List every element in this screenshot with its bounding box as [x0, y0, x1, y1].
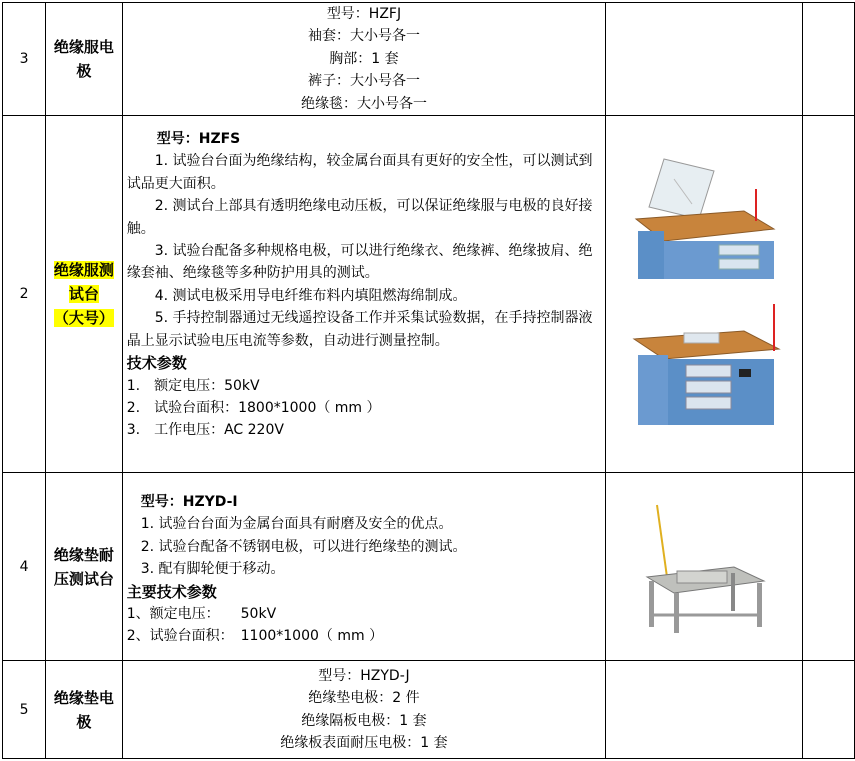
param-line: 2、试验台面积： 1100*1000（ mm ）	[126, 628, 384, 645]
image-cell	[606, 473, 803, 661]
extra-cell	[803, 661, 855, 759]
test-bench-open-image	[624, 149, 784, 289]
feature-item: 2. 测试台上部具有透明绝缘电动压板，可以保证绝缘服与电极的良好接触。	[126, 198, 593, 237]
row-number: 2	[3, 116, 46, 473]
params-title: 技术参数	[126, 354, 187, 373]
item-name-line: 绝缘垫耐	[53, 545, 114, 564]
feature-item: 3. 试验台配备多种规格电极，可以进行绝缘衣、绝缘裤、绝缘披肩、绝缘套袖、绝缘毯等多种防护用具的测试。	[126, 243, 593, 282]
image-cell	[606, 661, 803, 759]
model-line: 型号：HZYD-I	[140, 494, 238, 511]
item-name-line: （大号）	[53, 309, 114, 328]
item-name-line: 试台	[68, 285, 99, 304]
item-description	[122, 473, 605, 661]
spec-line: 绝缘毯：大小号各一	[300, 95, 427, 112]
params-title: 主要技术参数	[126, 582, 217, 601]
item-description	[122, 3, 605, 116]
item-name	[46, 473, 123, 661]
row-number: 3	[3, 3, 46, 116]
model-line: 型号：HZFS	[156, 131, 241, 148]
spec-line: 裤子：大小号各一	[307, 73, 420, 90]
table-row	[3, 661, 855, 759]
spec-line: 胸部：1 套	[329, 50, 399, 67]
item-name	[46, 3, 123, 116]
item-description	[122, 116, 605, 473]
table-row	[3, 116, 855, 473]
row-number: 5	[3, 661, 46, 759]
spec-line: 绝缘板表面耐压电极：1 套	[280, 734, 448, 751]
extra-cell	[803, 116, 855, 473]
spec-line: 绝缘垫电极：2 件	[308, 690, 420, 707]
feature-item: 1. 试验台台面为绝缘结构，较金属台面具有更好的安全性，可以测试到试品更大面积。	[126, 153, 593, 192]
item-name-line: 绝缘服测	[53, 261, 114, 280]
feature-item: 2. 试验台配备不锈钢电极，可以进行绝缘垫的测试。	[140, 538, 467, 555]
item-name	[46, 116, 123, 473]
spec-line: 袖套：大小号各一	[307, 28, 420, 45]
feature-item: 1. 试验台台面为金属台面具有耐磨及安全的优点。	[140, 516, 453, 533]
model-line: 型号：HZFJ	[326, 6, 402, 22]
model-line: 型号：HZYD-J	[318, 667, 410, 684]
extra-cell	[803, 473, 855, 661]
image-cell	[606, 116, 803, 473]
equipment-table	[2, 2, 855, 759]
test-bench-closed-image	[624, 299, 784, 439]
feature-item: 4. 测试电极采用导电纤维布料内填阻燃海绵制成。	[154, 287, 467, 304]
param-line: 3. 工作电压：AC 220V	[126, 422, 284, 439]
extra-cell	[803, 3, 855, 116]
table-row	[3, 473, 855, 661]
row-number: 4	[3, 473, 46, 661]
insulation-mat-test-stand-image	[639, 497, 769, 637]
table-row	[3, 3, 855, 116]
item-name-line: 绝缘垫电	[53, 688, 114, 707]
item-name-line: 极	[76, 712, 92, 731]
feature-item: 3. 配有脚轮便于移动。	[140, 561, 285, 578]
param-line: 2. 试验台面积：1800*1000（ mm ）	[126, 399, 381, 416]
param-line: 1、额定电压： 50kV	[126, 606, 277, 623]
item-name-line: 压测试台	[53, 569, 114, 588]
image-cell	[606, 3, 803, 116]
item-name-line: 极	[76, 62, 92, 81]
feature-item: 5. 手持控制器通过无线遥控设备工作并采集试验数据，在手持控制器液晶上显示试验电压电流等参数，自动进行测量控制。	[126, 310, 593, 349]
item-name-line: 绝缘服电	[53, 38, 114, 57]
spec-line: 绝缘隔板电极：1 套	[301, 712, 427, 729]
item-description	[122, 661, 605, 759]
item-name	[46, 661, 123, 759]
param-line: 1. 额定电压：50kV	[126, 377, 260, 394]
